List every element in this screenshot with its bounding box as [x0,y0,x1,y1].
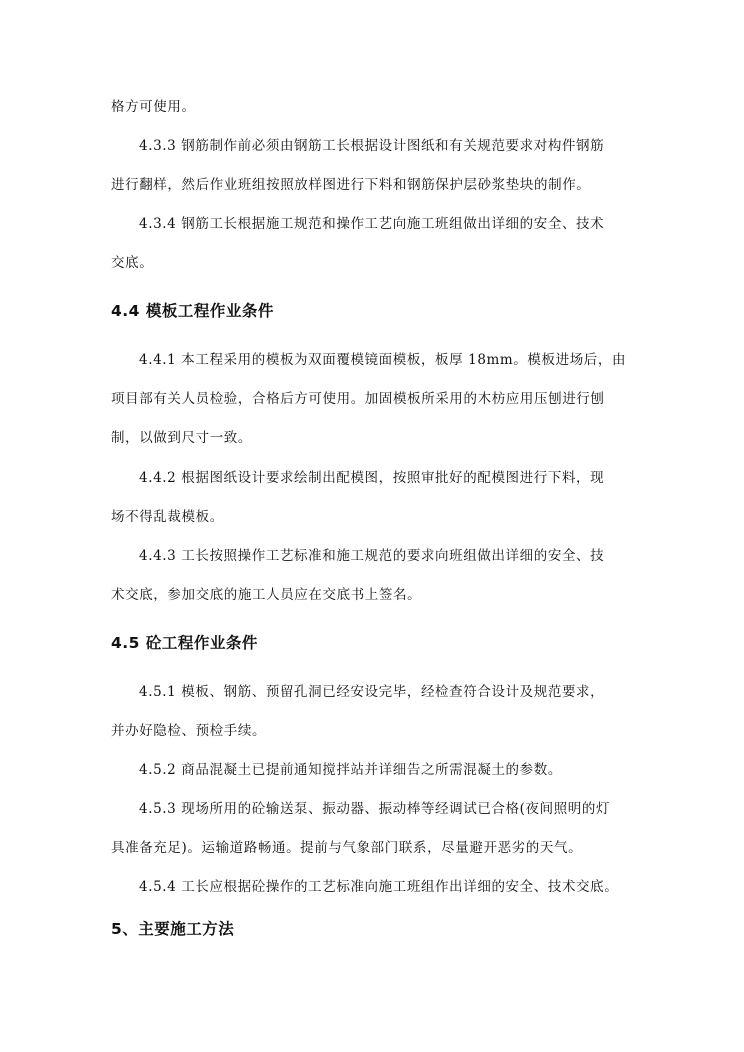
paragraph-line: 4.5.1 模板、钢筋、预留孔洞已经安设完毕，经检查符合设计及规范要求， [139,684,605,700]
paragraph-line: 交底。 [111,255,154,271]
paragraph-line: 具准备充足)。运输道路畅通。提前与气象部门联系，尽量避开恶劣的天气。 [111,840,583,856]
paragraph-line: 4.5.4 工长应根据砼操作的工艺标准向施工班组作出详细的安全、技术交底。 [139,879,619,895]
paragraph-line: 制，以做到尺寸一致。 [111,430,252,446]
paragraph-line: 场不得乱裁模板。 [111,509,224,525]
section-heading-4-4: 4.4 模板工程作业条件 [111,302,274,320]
paragraph-line: 4.4.3 工长按照操作工艺标准和施工规范的要求向班组做出详细的安全、技 [139,548,605,564]
paragraph-line: 4.3.4 钢筋工长根据施工规范和操作工艺向施工班组做出详细的安全、技术 [139,216,605,232]
paragraph-line: 4.5.3 现场所用的砼输送泵、振动器、振动棒等经调试已合格(夜间照明的灯 [139,801,611,817]
paragraph-line: 4.5.2 商品混凝土已提前通知搅拌站并详细告之所需混凝土的参数。 [139,762,562,778]
section-heading-4-5: 4.5 砼工程作业条件 [111,634,258,652]
paragraph-line: 并办好隐检、预检手续。 [111,723,267,739]
section-heading-5: 5、主要施工方法 [111,920,235,938]
paragraph-line: 进行翻样，然后作业班组按照放样图进行下料和钢筋保护层砂浆垫块的制作。 [111,177,591,193]
paragraph-line: 4.4.1 本工程采用的模板为双面覆模镜面模板，板厚 18mm。模板进场后，由 [139,352,627,368]
paragraph-line: 项目部有关人员检验，合格后方可使用。加固模板所采用的木枋应用压刨进行刨 [111,391,605,407]
paragraph-line: 格方可使用。 [111,99,196,115]
paragraph-line: 4.3.3 钢筋制作前必须由钢筋工长根据设计图纸和有关规范要求对构件钢筋 [139,138,605,154]
paragraph-line: 术交底，参加交底的施工人员应在交底书上签名。 [111,587,422,603]
paragraph-line: 4.4.2 根据图纸设计要求绘制出配模图，按照审批好的配模图进行下料，现 [139,470,605,486]
